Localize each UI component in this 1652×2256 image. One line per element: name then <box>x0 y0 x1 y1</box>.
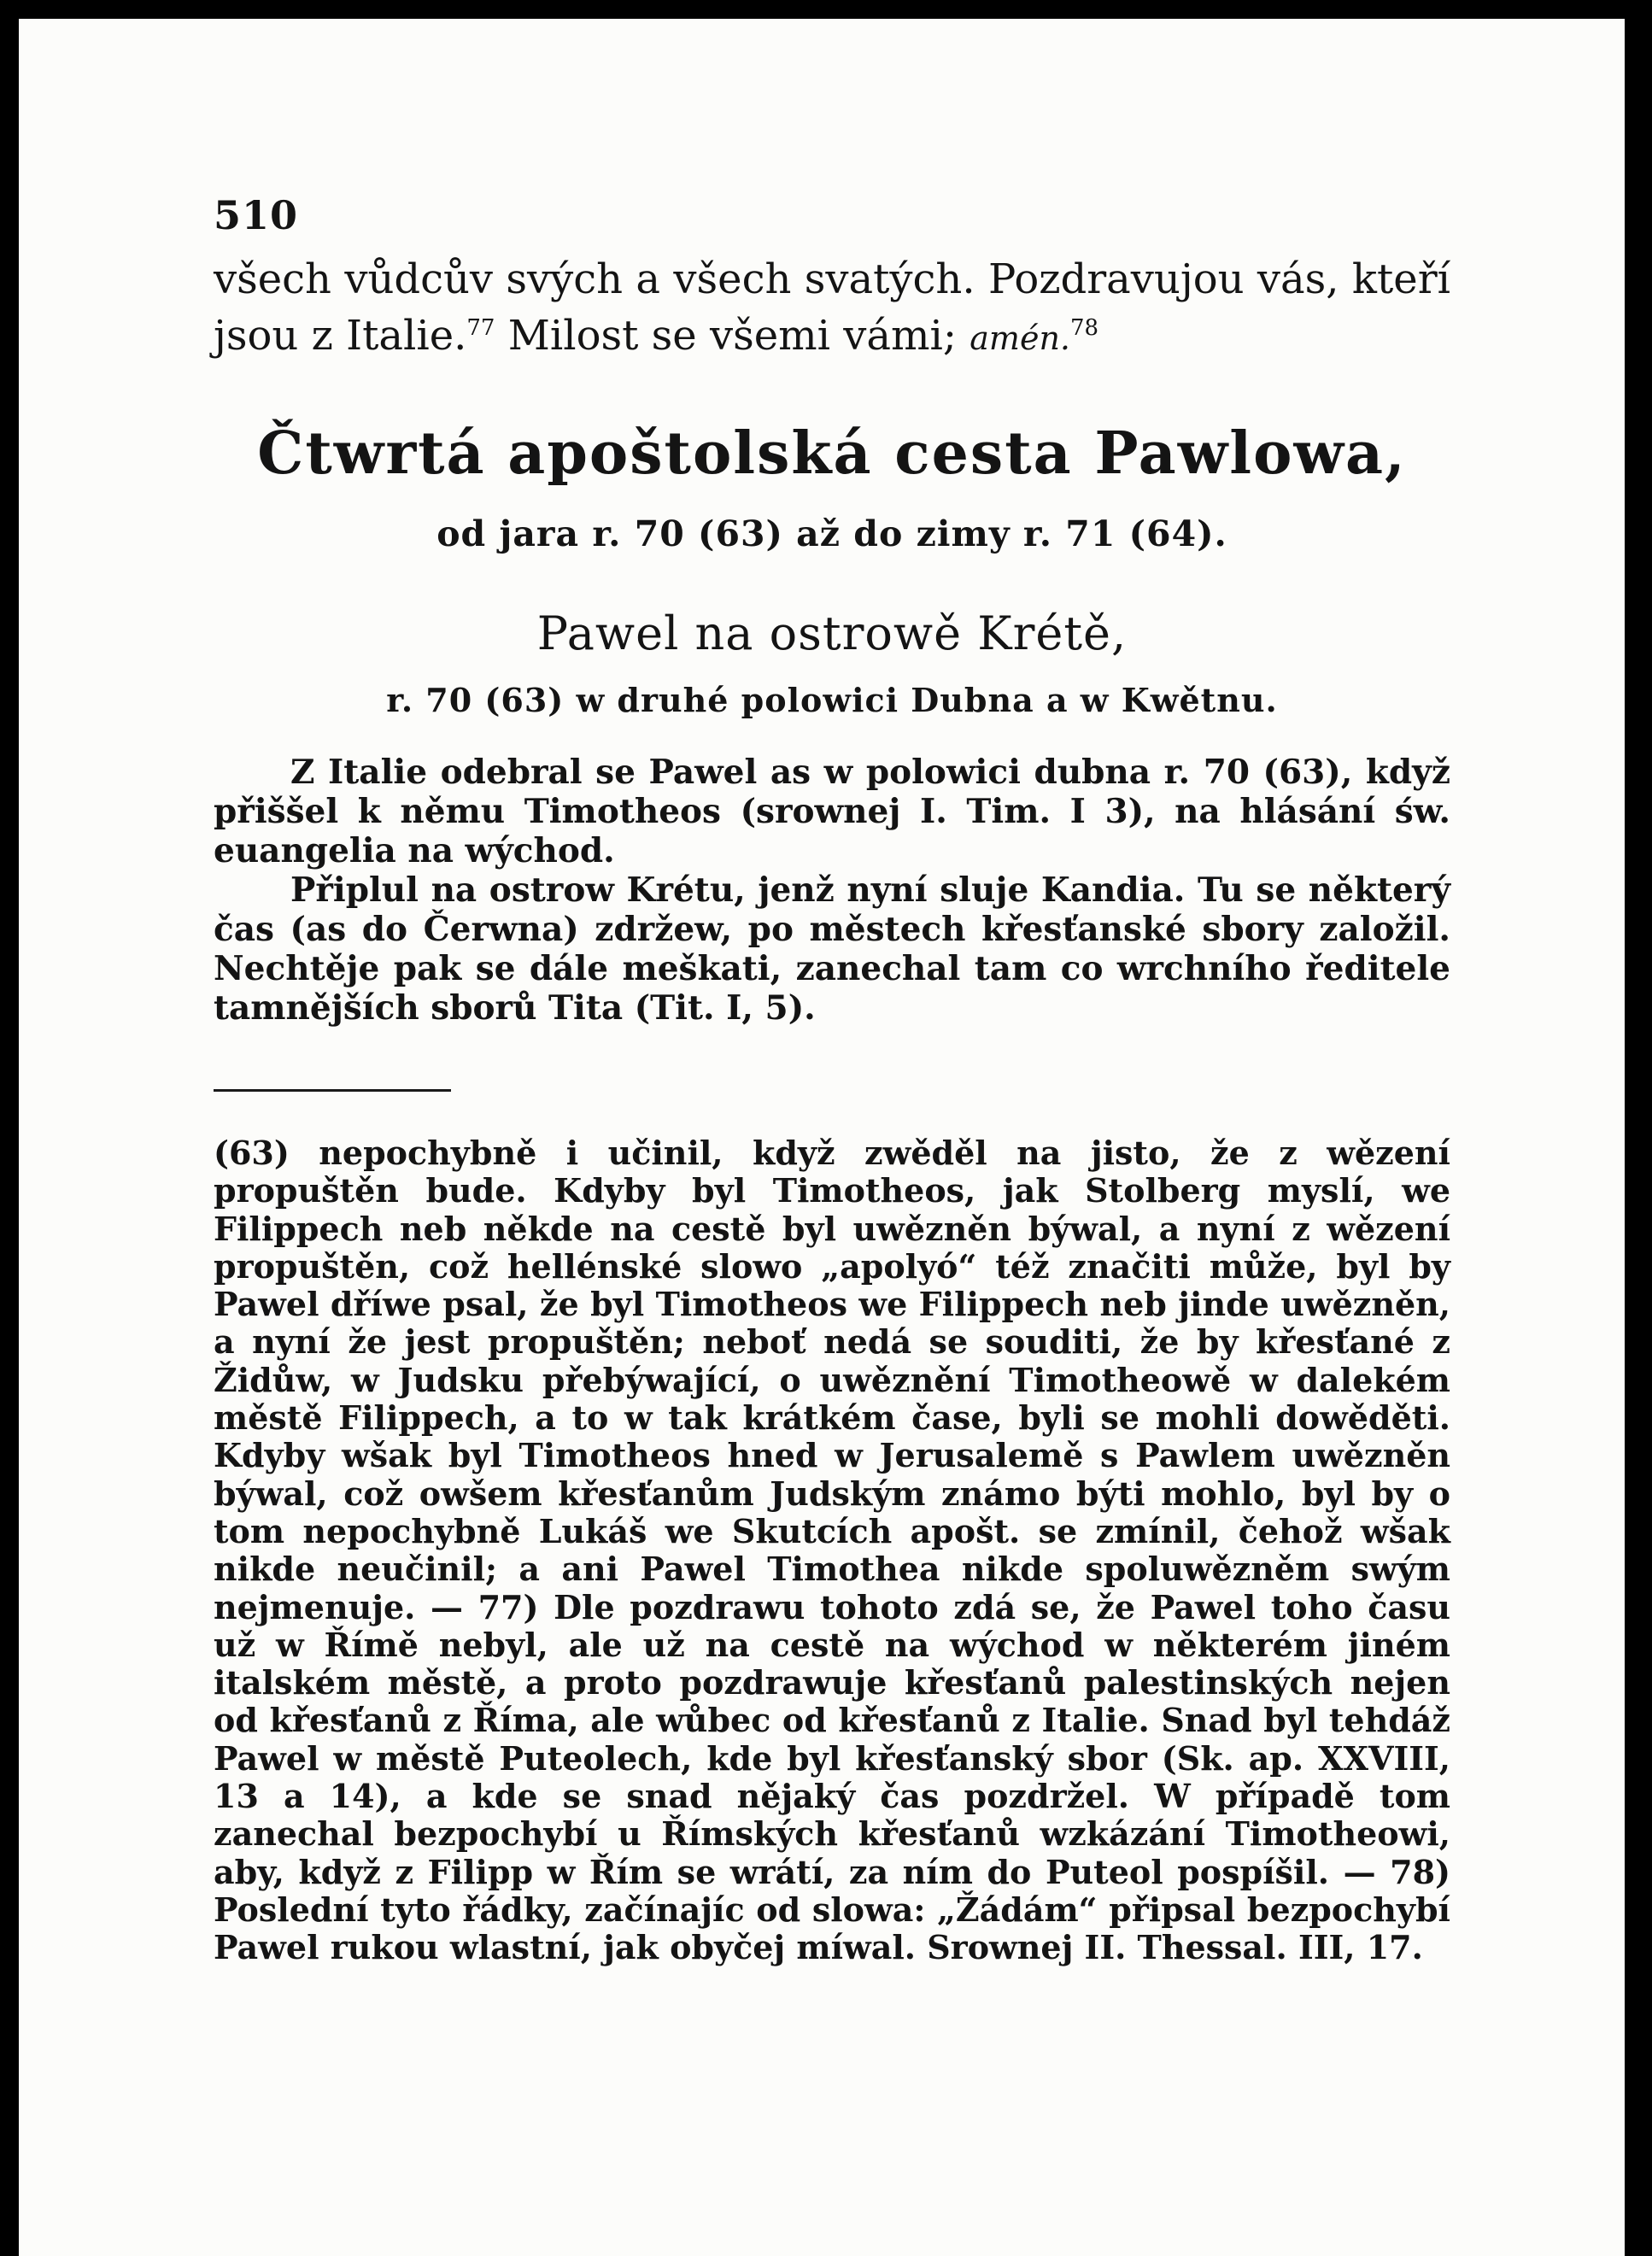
intro-text-2: Milost se všemi vámi; <box>495 312 970 360</box>
chapter-subtitle: od jara r. 70 (63) až do zimy r. 71 (64). <box>436 513 1227 554</box>
footnote-divider <box>214 1089 451 1092</box>
footnote-ref-77: 77 <box>466 315 495 341</box>
amen-word: amén. <box>970 319 1070 357</box>
page-content <box>214 191 1450 1967</box>
paragraph-2: Připlul na ostrow Krétu, jenž nyní sluje Kandia. Tu se některý čas (as do Čerwna) zdržew, po městech křesťanské sbory založil. Nechtěje pak se dále meškati, zanechal tam co wrchního ředitele tamnějších sborů Tita (Tit. I, 5). <box>214 870 1450 1028</box>
intro-text-1: všech vůdcův svých a všech svatých. Pozdravujou vás, kteří jsou z Italie. <box>214 255 1450 360</box>
section-title: Pawel na ostrowě Krétě, <box>536 606 1128 660</box>
footnotes <box>214 1134 1450 1967</box>
paragraph-1: Z Italie odebral se Pawel as w polowici dubna r. 70 (63), když přiššel k němu Timotheos (srownej I. Tim. I 3), na hlásání św. euangelia na wýchod. <box>214 753 1450 870</box>
main-text <box>214 753 1450 1028</box>
page-number: 510 <box>214 192 299 238</box>
footnote-ref-78: 78 <box>1070 315 1099 341</box>
footnote-text: (63) nepochybně i učinil, když zwěděl na jisto, že z wězení propuštěn bude. Kdyby byl Timotheos, jak Stolberg myslí, we Filippech neb někde na cestě byl uwězněn býwal, a nyní z wězení propuštěn, což hellénské slowo „apolyó“ též značiti může, byl by Pawel dříwe psal, že byl Timotheos we Filippech neb jinde uwězněn, a nyní že jest propuštěn; neboť nedá se souditi, že by křesťané z Židůw, w Judsku přebýwající, o uwěznění Timotheowě w dalekém městě Filippech, a to w tak krátkém čase, byli se mohli dowěděti. Kdyby wšak byl Timotheos hned w Jerusalemě s Pawlem uwězněn býwal, což owšem křesťanům Judským známo býti mohlo, byl by o tom nepochybně Lukáš we Skutcích apošt. se zmínil, čehož wšak nikde neučinil; a ani Pawel Timothea nikde spoluwězněm swým nejmenuje. — 77) Dle pozdrawu tohoto zdá se, že Pawel toho času už w Římě nebyl, ale už na cestě na wýchod w některém jiném italském městě, a proto pozdrawuje křesťanů palestinských nejen od křesťanů z Říma, ale wůbec od křesťanů z Italie. Snad byl tehdáž Pawel w městě Puteolech, kde byl křesťanský sbor (Sk. ap. XXVIII, 13 a 14), a kde se snad nějaký čas pozdržel. W případě tom zanechal bezpochybí u Římských křesťanů wzkázání Timotheowi, aby, když z Filipp w Řím se wrátí, za ním do Puteol pospíšil. — 78) Poslední tyto řádky, začínajíc od slowa: „Žádám“ připsal bezpochybí Pawel rukou wlastní, jak obyčej míwal. Srownej II. Thessal. III, 17. <box>214 1134 1450 1967</box>
chapter-title: Čtwrtá apoštolská cesta Pawlowa, <box>257 419 1407 488</box>
intro-paragraph <box>214 251 1450 366</box>
section-subtitle: r. 70 (63) w druhé polowici Dubna a w Kwětnu. <box>386 681 1278 719</box>
book-page <box>19 19 1625 2256</box>
